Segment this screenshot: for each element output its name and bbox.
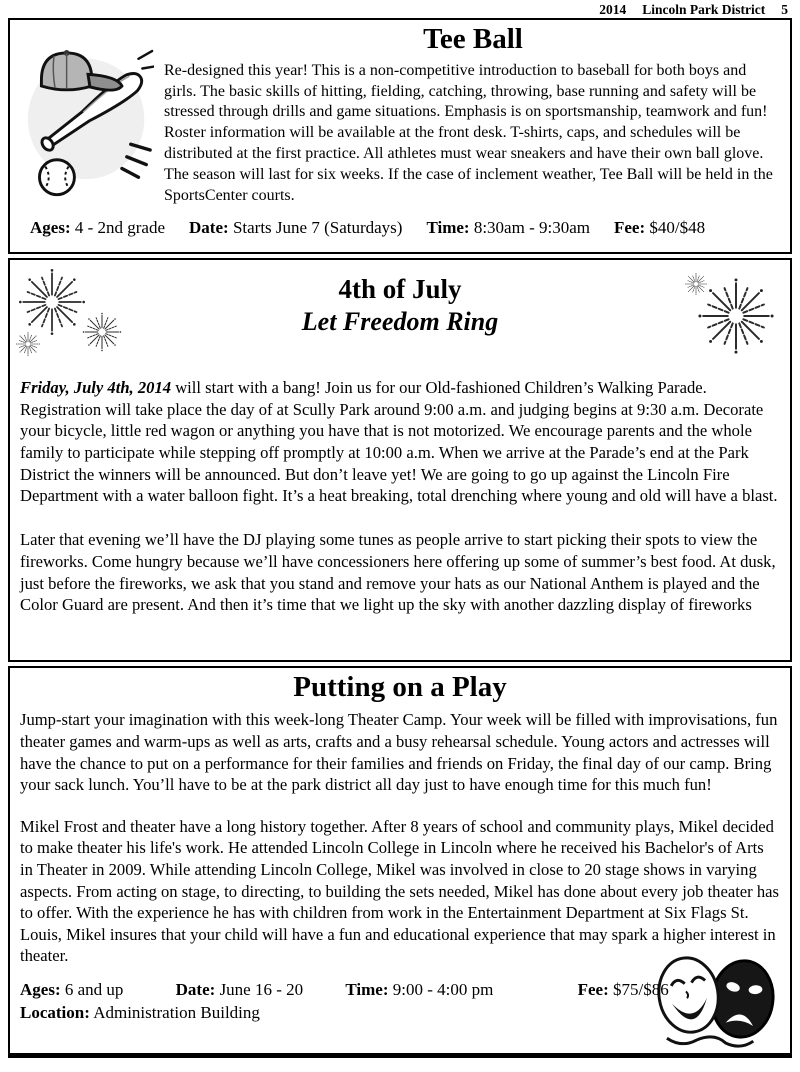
- baseball-bat-cap-ball-clipart-icon: [22, 28, 154, 208]
- section-4th-of-july: [8, 258, 792, 662]
- tee-ball-description: Re-designed this year! This is a non-competitive introduction to baseball for both boys and girls. The basic skills of hitting, fielding, catching, throwing, base running and safety will be stressed through drills and game situations. Emphasis is on sportsmanship, teamwork and fun! Roster information will be available at the front desk. T-shirts, caps, and schedules will be distributed at the first practice. All athletes must wear sneakers and have their own ball glove. The season will last for six weeks. If the case of inclement weather, Tee Ball will be held in the SportsCenter courts.: [164, 61, 773, 204]
- fourth-of-july-paragraph-2: Later that evening we’ll have the DJ playing some tunes as people arrive to start picking their spots to view the fireworks. Come hungry because we’ll have concessioners here offering up some of summer’s best food. At dusk, just before the fireworks, we ask that you stand and remove your hats as our National Anthem is played and the Color Guard are present. And then it’s time that we light up the sky with another dazzling display of fireworks: [20, 530, 776, 615]
- play-details-row-2: [20, 1003, 780, 1023]
- time-label: Time:: [345, 979, 389, 999]
- fireworks-right-icon: [684, 272, 784, 358]
- tee-ball-details: [30, 218, 782, 238]
- date-value: Starts June 7 (Saturdays): [232, 218, 403, 238]
- section-tee-ball: [8, 18, 792, 254]
- tee-ball-fee: [614, 218, 705, 238]
- tee-ball-title: Tee Ball: [423, 23, 523, 55]
- ages-value: 4 - 2nd grade: [74, 218, 166, 238]
- play-paragraph-2: Mikel Frost and theater have a long history together. After 8 years of school and community plays, Mikel decided to make theater his life's work. He attended Lincoln College in Lincoln where he received his Bachelor's of Arts in Theater in 2009. While attending Lincoln College, Mikel was involved in close to 20 stage shows in varying aspects. From acting on stage, to directing, to building the sets needed, Mikel has done about every job theater has to offer. With the experience he has with children from work in the Entertainment Department at Six Flags St. Louis, Mikel insures that your child will have a fun and educational experience that may spark a higher interest in theater.: [20, 816, 779, 966]
- fourth-of-july-title: 4th of July: [338, 274, 462, 304]
- time-label: Time:: [426, 218, 470, 238]
- header-page-number: 5: [781, 2, 788, 17]
- fee-value: $40/$48: [649, 218, 706, 238]
- play-paragraph-1: Jump-start your imagination with this week-long Theater Camp. Your week will be filled with improvisations, fun theater games and warm-ups as well as arts, crafts and a busy rehearsal schedule. Young actors and actresses will have the chance to put on a performance for their families and friends on Friday, the final day of our camp. Bring your sack lunch. You’ll have to be at the park district all day just to have enough time for this much fun!: [20, 710, 778, 795]
- header-district: Lincoln Park District: [642, 2, 766, 17]
- tee-ball-date: [189, 218, 402, 238]
- fireworks-left-icon: [14, 264, 126, 360]
- play-ages: [20, 980, 123, 1000]
- page-header: [8, 2, 792, 18]
- fourth-of-july-subtitle: Let Freedom Ring: [301, 307, 499, 337]
- fourth-of-july-paragraph-1-text: will start with a bang! Join us for our Old-fashioned Children’s Walking Parade. Registration will take place the day of at Scully Park around 9:00 a.m. and judging begins at 9:30 a.m. Decorate your bicycle, little red wagon or anything you have that is not motorized. We encourage parents and the whole family to participate while stepping off promptly at 10:00 a.m. When we arrive at the Parade’s end at the Park District the winners will be announced. But don’t leave yet! We are going to go up against the Lincoln Fire Department with a water balloon fight. It’s a heat breaking, total drenching where young and old will have a blast.: [20, 377, 778, 506]
- fee-label: Fee:: [577, 979, 609, 999]
- play-location: [20, 1003, 260, 1022]
- ages-label: Ages:: [30, 218, 71, 238]
- location-label: Location:: [20, 1002, 90, 1022]
- play-details-row-1: [20, 980, 780, 1000]
- ages-value: 6 and up: [64, 979, 124, 999]
- play-title: Putting on a Play: [293, 671, 507, 703]
- fourth-of-july-paragraph-1: [20, 377, 780, 507]
- play-details: [20, 980, 780, 1023]
- tee-ball-time: [426, 218, 590, 238]
- date-label: Date:: [175, 979, 216, 999]
- date-label: Date:: [189, 218, 229, 238]
- play-date: [176, 980, 303, 1000]
- play-fee: [578, 980, 669, 1000]
- fee-value: $75/$86: [613, 979, 669, 999]
- section-putting-on-a-play: [8, 666, 792, 1058]
- tee-ball-ages: [30, 218, 165, 238]
- time-value: 9:00 - 4:00 pm: [392, 979, 494, 999]
- ages-label: Ages:: [20, 979, 61, 999]
- header-year: 2014: [599, 2, 627, 17]
- location-value: Administration Building: [93, 1002, 260, 1022]
- fee-label: Fee:: [613, 218, 646, 238]
- fourth-of-july-date-lead: Friday, July 4th, 2014: [20, 377, 172, 397]
- time-value: 8:30am - 9:30am: [473, 218, 590, 238]
- play-time: [345, 980, 493, 1000]
- date-value: June 16 - 20: [219, 979, 304, 999]
